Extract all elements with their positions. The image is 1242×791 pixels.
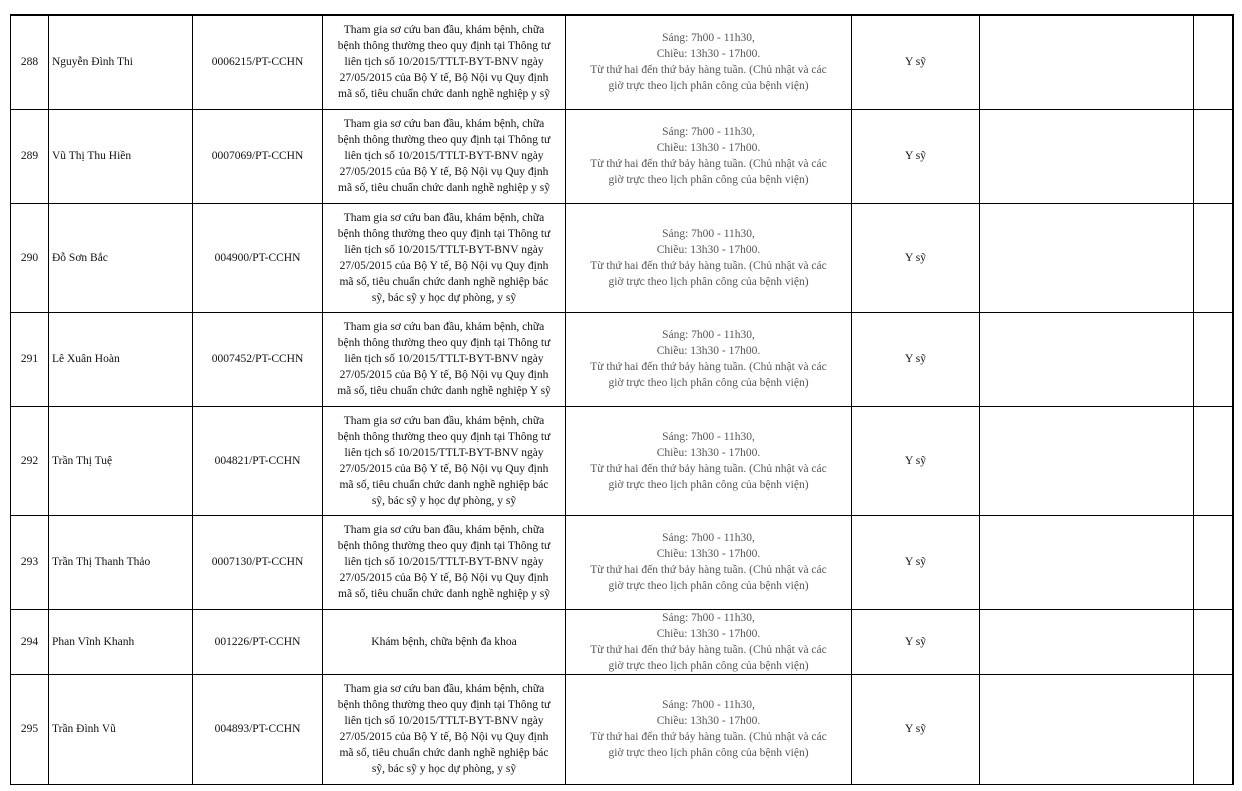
practice-scope-line: liên tịch số 10/2015/TTLT-BYT-BNV ngày bbox=[344, 556, 544, 568]
practice-scope-line: bệnh thông thường theo quy định tại Thông tư bbox=[337, 337, 551, 349]
certificate-number: 0007130/PT-CCHN bbox=[193, 515, 323, 609]
working-hours-line: Chiều: 13h30 - 17h00. bbox=[656, 548, 761, 560]
practice-scope-line: bệnh thông thường theo quy định tại Thông tư bbox=[337, 430, 551, 443]
row-number: 288 bbox=[11, 15, 49, 109]
practice-scope-line: Khám bệnh, chữa bệnh đa khoa bbox=[371, 635, 517, 648]
working-hours-line: Từ thứ hai đến thứ bảy hàng tuần. (Chủ nhật và các bbox=[590, 731, 827, 743]
working-hours-line: giờ trực theo lịch phân công của bệnh viện) bbox=[608, 580, 809, 592]
working-hours-line: Sáng: 7h00 - 11h30, bbox=[662, 329, 755, 341]
practice-scope-line: liên tịch số 10/2015/TTLT-BYT-BNV ngày bbox=[344, 150, 544, 162]
practice-scope-line: Tham gia sơ cứu ban đầu, khám bệnh, chữa bbox=[343, 118, 545, 130]
working-hours bbox=[566, 674, 852, 784]
working-hours-line: Từ thứ hai đến thứ bảy hàng tuần. (Chủ nhật và các bbox=[590, 462, 827, 475]
working-hours bbox=[566, 312, 852, 406]
practice-scope-line: mã số, tiêu chuẩn chức danh nghề nghiệp bác bbox=[339, 747, 549, 759]
practice-scope bbox=[323, 609, 566, 674]
working-hours-line: Từ thứ hai đến thứ bảy hàng tuần. (Chủ nhật và các bbox=[590, 158, 827, 170]
extra-cell bbox=[1194, 312, 1233, 406]
practice-scope-line: bệnh thông thường theo quy định tại Thông tư bbox=[337, 699, 551, 711]
practice-scope bbox=[323, 515, 566, 609]
practice-scope-line: Tham gia sơ cứu ban đầu, khám bệnh, chữa bbox=[343, 24, 545, 37]
certificate-number: 004900/PT-CCHN bbox=[193, 203, 323, 312]
job-title: Y sỹ bbox=[852, 609, 980, 674]
practice-scope-line: Tham gia sơ cứu ban đầu, khám bệnh, chữa bbox=[343, 321, 545, 333]
practice-scope-line: 27/05/2015 của Bộ Y tế, Bộ Nội vụ Quy định bbox=[339, 166, 549, 178]
extra-cell bbox=[1194, 609, 1233, 674]
practice-scope-line: liên tịch số 10/2015/TTLT-BYT-BNV ngày bbox=[344, 446, 544, 459]
working-hours bbox=[566, 15, 852, 109]
practice-scope bbox=[323, 109, 566, 203]
row-number: 294 bbox=[11, 609, 49, 674]
job-title: Y sỹ bbox=[852, 674, 980, 784]
working-hours-line: giờ trực theo lịch phân công của bệnh viện) bbox=[608, 275, 809, 288]
table-body bbox=[11, 15, 1233, 784]
working-hours-line: giờ trực theo lịch phân công của bệnh viện) bbox=[608, 377, 809, 389]
staff-name: Phan Vĩnh Khanh bbox=[49, 609, 193, 674]
row-number: 291 bbox=[11, 312, 49, 406]
practice-scope bbox=[323, 15, 566, 109]
staff-name: Trần Thị Tuệ bbox=[49, 406, 193, 515]
working-hours-line: Sáng: 7h00 - 11h30, bbox=[662, 611, 755, 624]
practice-scope-line: bệnh thông thường theo quy định tại Thông tư bbox=[337, 227, 551, 240]
working-hours-line: Chiều: 13h30 - 17h00. bbox=[656, 446, 761, 459]
working-hours bbox=[566, 109, 852, 203]
working-hours-line: Chiều: 13h30 - 17h00. bbox=[656, 243, 761, 256]
practice-scope-line: Tham gia sơ cứu ban đầu, khám bệnh, chữa bbox=[343, 683, 545, 695]
row-number: 293 bbox=[11, 515, 49, 609]
practice-scope-line: Tham gia sơ cứu ban đầu, khám bệnh, chữa bbox=[343, 211, 545, 224]
working-hours-line: Sáng: 7h00 - 11h30, bbox=[662, 227, 755, 240]
table-row bbox=[11, 312, 1233, 406]
practice-scope-line: sỹ, bác sỹ y học dự phòng, y sỹ bbox=[371, 763, 517, 775]
practice-scope-line: bệnh thông thường theo quy định tại Thông tư bbox=[337, 40, 551, 53]
extra-cell bbox=[1194, 109, 1233, 203]
working-hours-line: Chiều: 13h30 - 17h00. bbox=[656, 627, 761, 640]
note-cell bbox=[980, 203, 1194, 312]
working-hours-line: Chiều: 13h30 - 17h00. bbox=[656, 48, 761, 61]
job-title: Y sỹ bbox=[852, 406, 980, 515]
job-title: Y sỹ bbox=[852, 15, 980, 109]
table-row bbox=[11, 406, 1233, 515]
working-hours-line: Từ thứ hai đến thứ bảy hàng tuần. (Chủ nhật và các bbox=[590, 64, 827, 77]
staff-name: Lê Xuân Hoàn bbox=[49, 312, 193, 406]
practice-scope bbox=[323, 203, 566, 312]
table-row bbox=[11, 203, 1233, 312]
staff-table bbox=[10, 14, 1234, 785]
staff-name: Đỗ Sơn Bắc bbox=[49, 203, 193, 312]
practice-scope-line: 27/05/2015 của Bộ Y tế, Bộ Nội vụ Quy định bbox=[339, 369, 549, 381]
practice-scope-line: 27/05/2015 của Bộ Y tế, Bộ Nội vụ Quy định bbox=[339, 462, 549, 475]
practice-scope-line: mã số, tiêu chuẩn chức danh nghề nghiệp Y sỹ bbox=[337, 385, 551, 397]
practice-scope-line: sỹ, bác sỹ y học dự phòng, y sỹ bbox=[371, 291, 517, 304]
practice-scope-line: 27/05/2015 của Bộ Y tế, Bộ Nội vụ Quy định bbox=[339, 259, 549, 272]
practice-scope-line: Tham gia sơ cứu ban đầu, khám bệnh, chữa bbox=[343, 524, 545, 536]
working-hours-line: Sáng: 7h00 - 11h30, bbox=[662, 532, 755, 544]
job-title: Y sỹ bbox=[852, 515, 980, 609]
practice-scope-line: liên tịch số 10/2015/TTLT-BYT-BNV ngày bbox=[344, 243, 544, 256]
table-row bbox=[11, 515, 1233, 609]
working-hours bbox=[566, 406, 852, 515]
working-hours-line: Chiều: 13h30 - 17h00. bbox=[656, 345, 761, 357]
job-title: Y sỹ bbox=[852, 109, 980, 203]
job-title: Y sỹ bbox=[852, 203, 980, 312]
note-cell bbox=[980, 312, 1194, 406]
extra-cell bbox=[1194, 674, 1233, 784]
practice-scope-line: mã số, tiêu chuẩn chức danh nghề nghiệp y sỹ bbox=[338, 182, 550, 194]
working-hours-line: giờ trực theo lịch phân công của bệnh viện) bbox=[608, 747, 809, 759]
note-cell bbox=[980, 15, 1194, 109]
practice-scope bbox=[323, 674, 566, 784]
note-cell bbox=[980, 406, 1194, 515]
note-cell bbox=[980, 674, 1194, 784]
practice-scope-line: mã số, tiêu chuẩn chức danh nghề nghiệp bác bbox=[339, 275, 549, 288]
practice-scope bbox=[323, 406, 566, 515]
practice-scope-line: liên tịch số 10/2015/TTLT-BYT-BNV ngày bbox=[344, 353, 544, 365]
working-hours-line: Chiều: 13h30 - 17h00. bbox=[656, 715, 761, 727]
working-hours-line: Từ thứ hai đến thứ bảy hàng tuần. (Chủ nhật và các bbox=[590, 259, 827, 272]
row-number: 292 bbox=[11, 406, 49, 515]
working-hours-line: giờ trực theo lịch phân công của bệnh viện) bbox=[608, 478, 809, 491]
certificate-number: 001226/PT-CCHN bbox=[193, 609, 323, 674]
working-hours-line: giờ trực theo lịch phân công của bệnh viện) bbox=[608, 80, 809, 93]
row-number: 289 bbox=[11, 109, 49, 203]
extra-cell bbox=[1194, 406, 1233, 515]
working-hours-line: Từ thứ hai đến thứ bảy hàng tuần. (Chủ nhật và các bbox=[590, 361, 827, 373]
practice-scope-line: bệnh thông thường theo quy định tại Thông tư bbox=[337, 134, 551, 146]
table-row bbox=[11, 109, 1233, 203]
row-number: 290 bbox=[11, 203, 49, 312]
practice-scope-line: liên tịch số 10/2015/TTLT-BYT-BNV ngày bbox=[344, 715, 544, 727]
working-hours-line: Từ thứ hai đến thứ bảy hàng tuần. (Chủ nhật và các bbox=[590, 643, 827, 656]
table-row bbox=[11, 674, 1233, 784]
working-hours-line: Sáng: 7h00 - 11h30, bbox=[662, 699, 755, 711]
certificate-number: 004821/PT-CCHN bbox=[193, 406, 323, 515]
working-hours bbox=[566, 609, 852, 674]
extra-cell bbox=[1194, 515, 1233, 609]
certificate-number: 0007069/PT-CCHN bbox=[193, 109, 323, 203]
working-hours-line: giờ trực theo lịch phân công của bệnh viện) bbox=[608, 659, 809, 672]
practice-scope bbox=[323, 312, 566, 406]
staff-name: Trần Đình Vũ bbox=[49, 674, 193, 784]
note-cell bbox=[980, 609, 1194, 674]
working-hours-line: Chiều: 13h30 - 17h00. bbox=[656, 142, 761, 154]
practice-scope-line: 27/05/2015 của Bộ Y tế, Bộ Nội vụ Quy định bbox=[339, 572, 549, 584]
practice-scope-line: bệnh thông thường theo quy định tại Thông tư bbox=[337, 540, 551, 552]
working-hours-line: Sáng: 7h00 - 11h30, bbox=[662, 430, 755, 443]
practice-scope-line: mã số, tiêu chuẩn chức danh nghề nghiệp bác bbox=[339, 478, 549, 491]
working-hours-line: Từ thứ hai đến thứ bảy hàng tuần. (Chủ nhật và các bbox=[590, 564, 827, 576]
note-cell bbox=[980, 515, 1194, 609]
row-number: 295 bbox=[11, 674, 49, 784]
practice-scope-line: 27/05/2015 của Bộ Y tế, Bộ Nội vụ Quy định bbox=[339, 72, 549, 85]
extra-cell bbox=[1194, 15, 1233, 109]
table-row bbox=[11, 15, 1233, 109]
practice-scope-line: mã số, tiêu chuẩn chức danh nghề nghiệp y sỹ bbox=[338, 88, 550, 101]
practice-scope-line: Tham gia sơ cứu ban đầu, khám bệnh, chữa bbox=[343, 414, 545, 427]
staff-name: Nguyễn Đình Thi bbox=[49, 15, 193, 109]
extra-cell bbox=[1194, 203, 1233, 312]
working-hours-line: Sáng: 7h00 - 11h30, bbox=[662, 32, 755, 45]
working-hours-line: giờ trực theo lịch phân công của bệnh viện) bbox=[608, 174, 809, 186]
staff-name: Vũ Thị Thu Hiền bbox=[49, 109, 193, 203]
working-hours-line: Sáng: 7h00 - 11h30, bbox=[662, 126, 755, 138]
certificate-number: 0006215/PT-CCHN bbox=[193, 15, 323, 109]
job-title: Y sỹ bbox=[852, 312, 980, 406]
practice-scope-line: sỹ, bác sỹ y học dự phòng, y sỹ bbox=[371, 494, 517, 507]
practice-scope-line: mã số, tiêu chuẩn chức danh nghề nghiệp y sỹ bbox=[338, 588, 550, 600]
practice-scope-line: 27/05/2015 của Bộ Y tế, Bộ Nội vụ Quy định bbox=[339, 731, 549, 743]
table-row bbox=[11, 609, 1233, 674]
staff-name: Trần Thị Thanh Thảo bbox=[49, 515, 193, 609]
certificate-number: 0007452/PT-CCHN bbox=[193, 312, 323, 406]
working-hours bbox=[566, 203, 852, 312]
note-cell bbox=[980, 109, 1194, 203]
working-hours bbox=[566, 515, 852, 609]
certificate-number: 004893/PT-CCHN bbox=[193, 674, 323, 784]
practice-scope-line: liên tịch số 10/2015/TTLT-BYT-BNV ngày bbox=[344, 56, 544, 69]
